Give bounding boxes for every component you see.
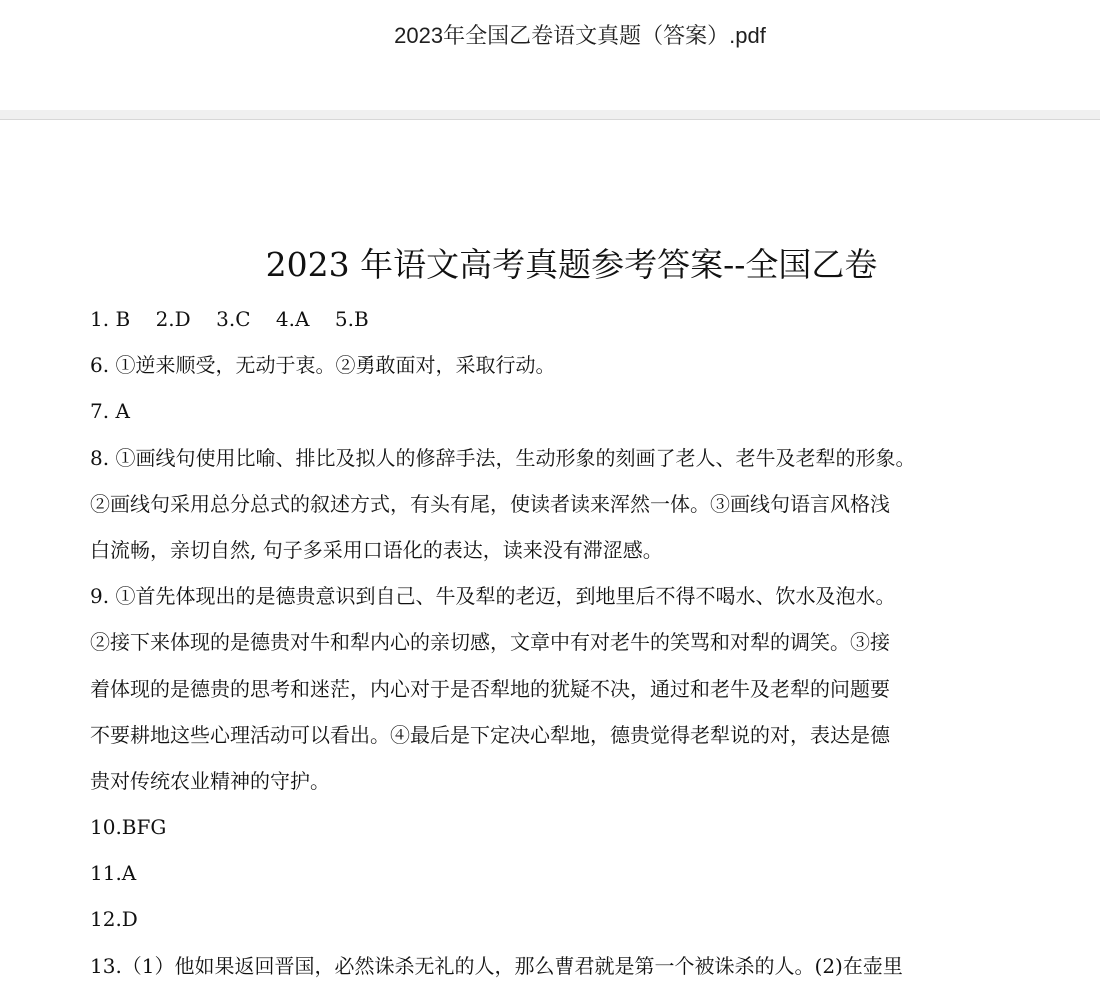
answer-text-block [90,296,1075,989]
text-line: 13.（1）他如果返回晋国，必然诛杀无礼的人，那么曹君就是第一个被诛杀的人。(2)在壶里 [90,953,903,978]
text-line: 12.D [90,907,138,932]
title-bar [0,0,1100,110]
text-line: 8. ①画线句使用比喻、排比及拟人的修辞手法，生动形象的刻画了老人、老牛及老犁的形象。 [90,445,916,470]
text-line: 7. A [90,399,130,424]
pdf-page [0,121,1100,990]
text-line: ②画线句采用总分总式的叙述方式，有头有尾，使读者读来浑然一体。③画线句语言风格浅 [90,491,890,516]
document-title: 2023 年语文高考真题参考答案--全国乙卷 [265,245,878,284]
text-line: ②接下来体现的是德贵对牛和犁内心的亲切感，文章中有对老牛的笑骂和对犁的调笑。③接 [90,630,890,655]
text-line: 10.BFG [90,815,167,840]
text-line: 不要耕地这些心理活动可以看出。④最后是下定决心犁地，德贵觉得老犁说的对，表达是德 [90,722,890,747]
file-title: 2023年全国乙卷语文真题（答案）.pdf [394,23,766,48]
text-line: 贵对传统农业精神的守护。 [90,768,330,793]
text-line: 11.A [90,861,137,886]
toolbar-separator [0,110,1100,120]
text-line: 白流畅，亲切自然, 句子多采用口语化的表达，读来没有滞涩感。 [90,537,663,562]
text-line: 1. B 2.D 3.C 4.A 5.B [90,307,369,331]
text-line: 着体现的是德贵的思考和迷茫，内心对于是否犁地的犹疑不决，通过和老牛及老犁的问题要 [90,676,890,701]
text-line: 6. ①逆来顺受，无动于衷。②勇敢面对，采取行动。 [90,353,556,378]
text-line: 9. ①首先体现出的是德贵意识到自己、牛及犁的老迈，到地里后不得不喝水、饮水及泡水。 [90,584,896,609]
